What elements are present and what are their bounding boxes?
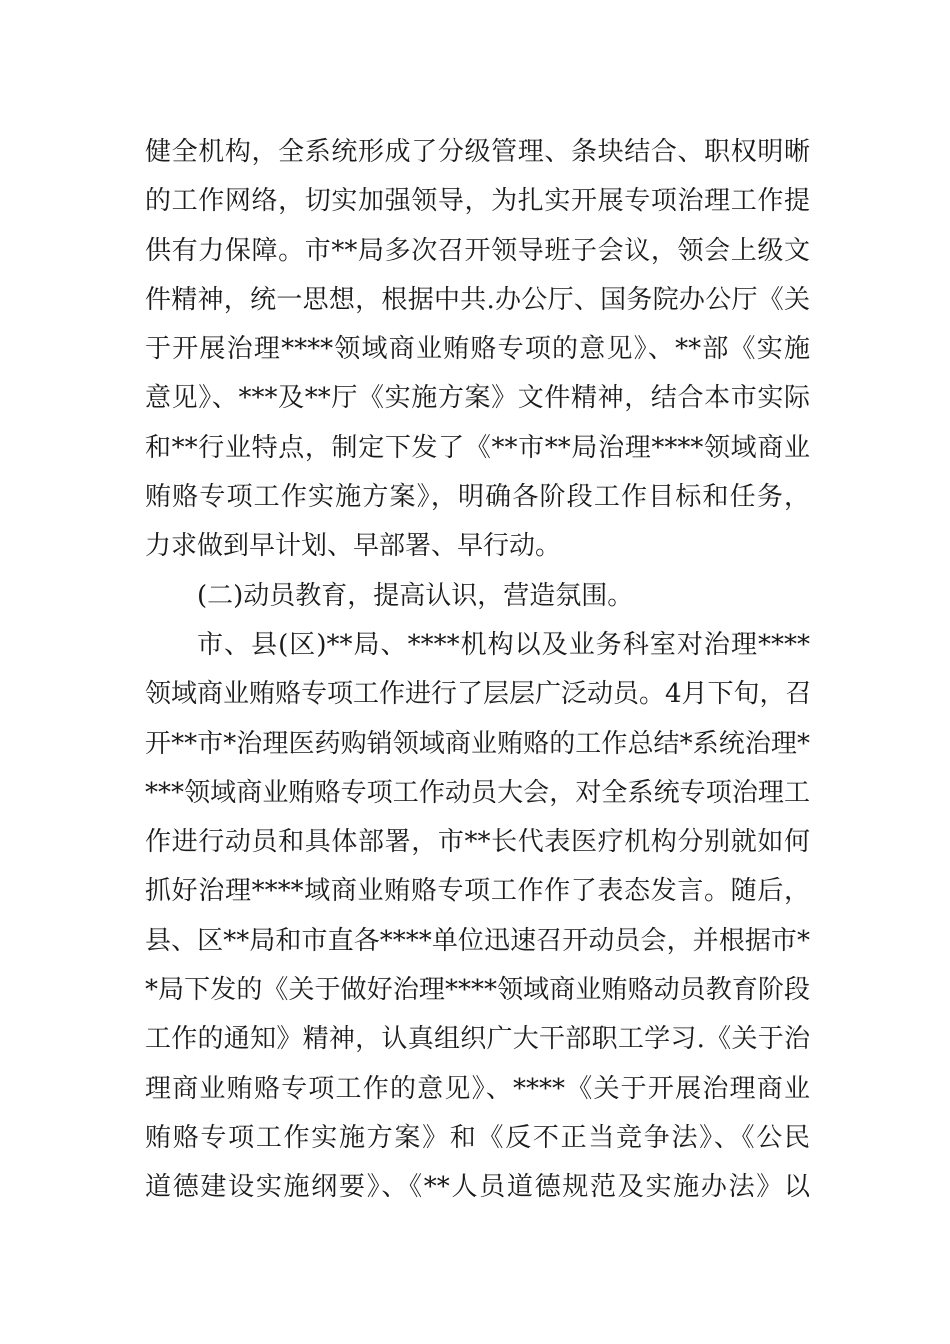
text-line: ***领域商业贿赂专项工作动员大会，对全系统专项治理工 xyxy=(145,777,810,808)
text-line: 于开展治理****领域商业贿赂专项的意见》、**部《实施 xyxy=(145,334,810,365)
body-text xyxy=(145,128,810,1213)
text-line: 工作的通知》精神，认真组织广大干部职工学习.《关于治 xyxy=(145,1024,810,1055)
text-line: (二)动员教育，提高认识，营造氛围。 xyxy=(197,580,634,611)
text-line: 领域商业贿赂专项工作进行了层层广泛动员。4月下旬，召 xyxy=(145,679,812,710)
text-line: 县、区**局和市直各****单位迅速召开动员会，并根据市* xyxy=(145,925,810,956)
text-line: 意见》、***及**厅《实施方案》文件精神，结合本市实际 xyxy=(145,383,810,414)
text-line: 道德建设实施纲要》、《**人员道德规范及实施办法》以 xyxy=(145,1172,810,1203)
text-line: 作进行动员和具体部署，市**长代表医疗机构分别就如何 xyxy=(145,827,810,858)
text-line: 件精神，统一思想，根据中共.办公厅、国务院办公厅《关 xyxy=(145,284,810,315)
text-line: 贿赂专项工作实施方案》，明确各阶段工作目标和任务， xyxy=(145,482,810,513)
text-line: *局下发的《关于做好治理****领域商业贿赂动员教育阶段 xyxy=(145,975,810,1006)
text-line: 的工作网络，切实加强领导，为扎实开展专项治理工作提 xyxy=(145,186,810,217)
text-line: 和**行业特点，制定下发了《**市**局治理****领域商业 xyxy=(145,432,810,463)
text-line: 市、县(区)**局、****机构以及业务科室对治理**** xyxy=(197,629,810,660)
text-line: 开**市*治理医药购销领域商业贿赂的工作总结*系统治理* xyxy=(145,728,810,759)
text-line: 贿赂专项工作实施方案》和《反不正当竞争法》、《公民 xyxy=(145,1122,810,1153)
text-line: 健全机构，全系统形成了分级管理、条块结合、职权明晰 xyxy=(145,137,810,167)
text-line: 力求做到早计划、早部署、早行动。 xyxy=(145,531,562,562)
text-line: 理商业贿赂专项工作的意见》、****《关于开展治理商业 xyxy=(145,1073,810,1104)
text-line: 供有力保障。市**局多次召开领导班子会议，领会上级文 xyxy=(145,235,810,266)
text-line: 抓好治理****域商业贿赂专项工作作了表态发言。随后， xyxy=(145,876,810,907)
